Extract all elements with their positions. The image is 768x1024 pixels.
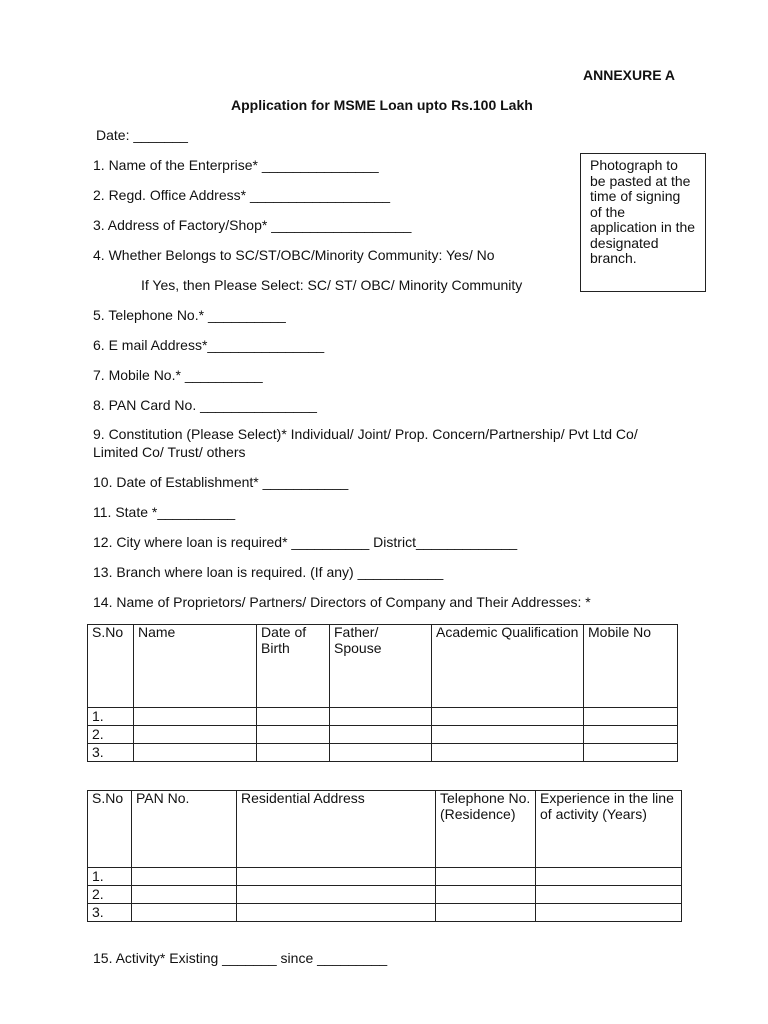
photograph-box: Photograph to be pasted at the time of signing of the application in the designated branch. bbox=[580, 153, 706, 292]
field-activity[interactable]: 15. Activity* Existing _______ since _________ bbox=[93, 950, 388, 966]
table-row bbox=[88, 886, 682, 904]
field-regd-office-address[interactable]: 2. Regd. Office Address* __________________ bbox=[93, 187, 391, 203]
field-pan-card[interactable]: 8. PAN Card No. _______________ bbox=[93, 397, 317, 413]
col-header-mobile: Mobile No bbox=[584, 625, 678, 708]
cell-telephone[interactable] bbox=[436, 886, 536, 904]
row-number: 2. bbox=[88, 726, 134, 744]
cell-father-spouse[interactable] bbox=[330, 744, 432, 762]
field-constitution[interactable]: 9. Constitution (Please Select)* Individual/ Joint/ Prop. Concern/Partnership/ Pvt Ltd Co/ bbox=[93, 426, 638, 442]
field-community-select[interactable]: If Yes, then Please Select: SC/ ST/ OBC/ Minority Community bbox=[141, 277, 523, 293]
table-row bbox=[88, 726, 678, 744]
cell-father-spouse[interactable] bbox=[330, 708, 432, 726]
cell-name[interactable] bbox=[134, 726, 257, 744]
cell-name[interactable] bbox=[134, 708, 257, 726]
field-factory-address[interactable]: 3. Address of Factory/Shop* __________________ bbox=[93, 217, 412, 233]
cell-residential-address[interactable] bbox=[237, 886, 436, 904]
row-number: 3. bbox=[88, 904, 132, 922]
row-number: 1. bbox=[88, 868, 132, 886]
table-row bbox=[88, 868, 682, 886]
col-header-residential-address: Residential Address bbox=[237, 791, 436, 868]
field-telephone[interactable]: 5. Telephone No.* __________ bbox=[93, 307, 286, 323]
row-number: 3. bbox=[88, 744, 134, 762]
table-header-row bbox=[88, 791, 682, 868]
cell-qualification[interactable] bbox=[432, 726, 584, 744]
table-row bbox=[88, 744, 678, 762]
cell-dob[interactable] bbox=[257, 708, 330, 726]
cell-telephone[interactable] bbox=[436, 868, 536, 886]
field-proprietors-heading: 14. Name of Proprietors/ Partners/ Directors of Company and Their Addresses: * bbox=[93, 594, 591, 610]
cell-mobile[interactable] bbox=[584, 708, 678, 726]
cell-qualification[interactable] bbox=[432, 708, 584, 726]
date-field[interactable]: Date: _______ bbox=[96, 127, 188, 143]
col-header-telephone: Telephone No. (Residence) bbox=[436, 791, 536, 868]
cell-mobile[interactable] bbox=[584, 744, 678, 762]
col-header-qualification: Academic Qualification bbox=[432, 625, 584, 708]
cell-experience[interactable] bbox=[536, 886, 682, 904]
cell-pan[interactable] bbox=[132, 904, 237, 922]
cell-mobile[interactable] bbox=[584, 726, 678, 744]
annexure-label: ANNEXURE A bbox=[583, 67, 676, 83]
table-header-row bbox=[88, 625, 678, 708]
cell-qualification[interactable] bbox=[432, 744, 584, 762]
col-header-sno: S.No bbox=[88, 791, 132, 868]
field-mobile[interactable]: 7. Mobile No.* __________ bbox=[93, 367, 263, 383]
cell-experience[interactable] bbox=[536, 868, 682, 886]
cell-dob[interactable] bbox=[257, 726, 330, 744]
cell-name[interactable] bbox=[134, 744, 257, 762]
row-number: 1. bbox=[88, 708, 134, 726]
col-header-pan: PAN No. bbox=[132, 791, 237, 868]
cell-pan[interactable] bbox=[132, 868, 237, 886]
table-row bbox=[88, 904, 682, 922]
col-header-name: Name bbox=[134, 625, 257, 708]
col-header-experience: Experience in the line of activity (Years) bbox=[536, 791, 682, 868]
proprietors-table-1 bbox=[87, 624, 678, 762]
cell-residential-address[interactable] bbox=[237, 868, 436, 886]
col-header-sno: S.No bbox=[88, 625, 134, 708]
field-state[interactable]: 11. State *__________ bbox=[93, 504, 236, 520]
cell-father-spouse[interactable] bbox=[330, 726, 432, 744]
col-header-dob: Date of Birth bbox=[257, 625, 330, 708]
field-date-establishment[interactable]: 10. Date of Establishment* ___________ bbox=[93, 474, 349, 490]
row-number: 2. bbox=[88, 886, 132, 904]
col-header-father-spouse: Father/ Spouse bbox=[330, 625, 432, 708]
cell-dob[interactable] bbox=[257, 744, 330, 762]
field-city-district[interactable]: 12. City where loan is required* __________ District_____________ bbox=[93, 534, 518, 550]
field-enterprise-name[interactable]: 1. Name of the Enterprise* _______________ bbox=[93, 157, 379, 173]
cell-residential-address[interactable] bbox=[237, 904, 436, 922]
field-constitution-cont: Limited Co/ Trust/ others bbox=[93, 444, 246, 460]
cell-telephone[interactable] bbox=[436, 904, 536, 922]
field-community[interactable]: 4. Whether Belongs to SC/ST/OBC/Minority Community: Yes/ No bbox=[93, 247, 495, 263]
field-email[interactable]: 6. E mail Address*_______________ bbox=[93, 337, 325, 353]
cell-pan[interactable] bbox=[132, 886, 237, 904]
cell-experience[interactable] bbox=[536, 904, 682, 922]
field-branch[interactable]: 13. Branch where loan is required. (If any) ___________ bbox=[93, 564, 444, 580]
form-title: Application for MSME Loan upto Rs.100 Lakh bbox=[231, 97, 533, 113]
proprietors-table-2 bbox=[87, 790, 682, 922]
table-row bbox=[88, 708, 678, 726]
